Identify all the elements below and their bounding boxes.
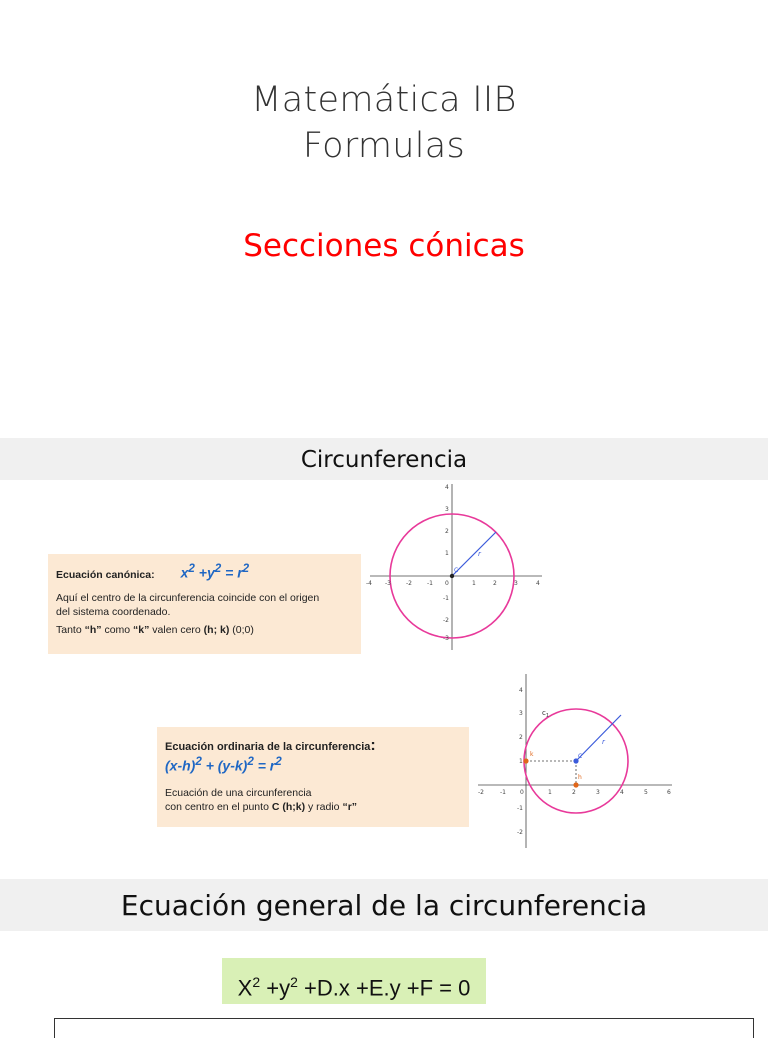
x-tick: 1 <box>472 580 476 587</box>
x-tick: 2 <box>493 580 497 587</box>
y-tick: 1 <box>519 758 523 765</box>
y-tick-labels <box>517 687 523 836</box>
x-tick: 1 <box>548 789 552 796</box>
k-label: k <box>530 751 534 758</box>
y-tick: -2 <box>443 617 449 624</box>
x-tick: -1 <box>500 789 506 796</box>
radius-line <box>452 532 496 576</box>
x-tick: 5 <box>644 789 648 796</box>
x-tick-labels <box>478 789 671 796</box>
x-tick: 4 <box>620 789 624 796</box>
page-title-line2: Formulas <box>302 126 466 166</box>
section-header-general-equation: Ecuación general de la circunferencia <box>0 879 768 931</box>
center-label: C <box>454 567 459 574</box>
x-tick: 6 <box>667 789 671 796</box>
center-point <box>450 574 454 578</box>
y-tick: -2 <box>517 829 523 836</box>
x-tick: 2 <box>572 789 576 796</box>
ordinary-label: Ecuación ordinaria de la circunferencia: <box>165 737 376 754</box>
k-point <box>523 758 528 763</box>
y-tick: -1 <box>517 805 523 812</box>
circle-label: $c_1$ <box>542 709 550 719</box>
canonical-label: Ecuación canónica: <box>56 568 155 581</box>
canonical-desc-2: del sistema coordenado. <box>56 605 171 618</box>
y-tick: 1 <box>445 550 449 557</box>
x-tick: 3 <box>596 789 600 796</box>
graph-canonical-circle <box>366 482 546 652</box>
y-tick: 4 <box>445 484 449 491</box>
center-label: C <box>578 753 583 760</box>
graph-ordinary-circle <box>474 672 674 850</box>
y-tick: 2 <box>445 528 449 535</box>
x-tick: 0 <box>445 580 449 587</box>
h-point <box>573 782 578 787</box>
general-equation-formula: $X^2 +y^2 +D.x +E.y +F = 0$ <box>222 958 486 1004</box>
canonical-desc-1: Aquí el centro de la circunferencia coincide con el origen <box>56 591 320 604</box>
section-header-circunferencia: Circunferencia <box>0 438 768 480</box>
x-tick: -4 <box>366 580 372 587</box>
x-tick: -2 <box>478 789 484 796</box>
bottom-content-box <box>54 1018 754 1038</box>
page-subtitle: Secciones cónicas <box>243 228 525 264</box>
y-tick-labels <box>443 484 449 642</box>
canonical-formula: $x^2 +y^2 = r^2$ <box>180 562 250 581</box>
ordinary-desc-2: con centro en el punto C (h;k) y radio “r” <box>165 800 358 813</box>
x-tick: -3 <box>385 580 391 587</box>
x-tick: 0 <box>520 789 524 796</box>
radius-line <box>576 715 621 761</box>
x-tick-labels <box>366 580 540 587</box>
y-tick: 3 <box>445 506 449 513</box>
radius-label: r <box>602 738 605 746</box>
ordinary-desc-1: Ecuación de una circunferencia <box>165 786 312 799</box>
page-title-line1: Matemática IIB <box>251 80 517 120</box>
y-tick: 4 <box>519 687 523 694</box>
h-label: h <box>578 774 582 781</box>
y-tick: 2 <box>519 734 523 741</box>
radius-label: r <box>478 550 481 558</box>
x-tick: 3 <box>514 580 518 587</box>
x-tick: -2 <box>406 580 412 587</box>
x-tick: -1 <box>427 580 433 587</box>
y-tick: -1 <box>443 595 449 602</box>
ordinary-equation-card <box>157 727 469 827</box>
y-tick: -3 <box>443 635 449 642</box>
x-tick: 4 <box>536 580 540 587</box>
y-tick: 3 <box>519 710 523 717</box>
ordinary-formula: $(x-h)^2 + (y-k)^2 = r^2$ <box>165 755 282 774</box>
canonical-desc-3: Tanto “h” como “k” valen cero (h; k) (0;0) <box>56 623 254 636</box>
canonical-equation-card <box>48 554 361 654</box>
